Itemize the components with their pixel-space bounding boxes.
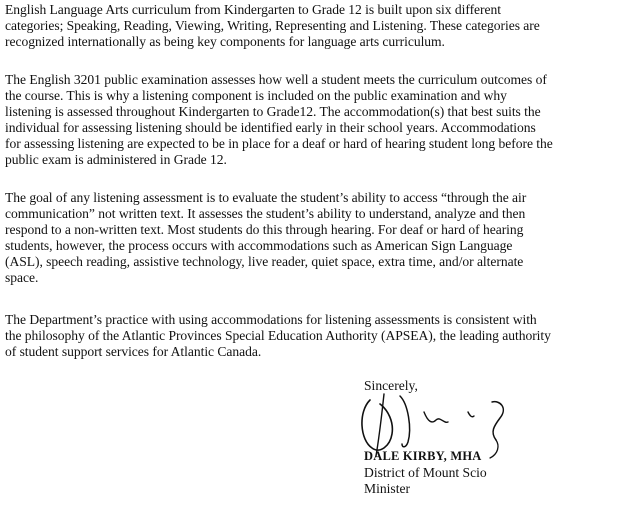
text-line: The Department’s practice with using accommodations for listening assessments is consistent with <box>5 312 537 327</box>
text-line: of student support services for Atlantic Canada. <box>5 344 262 359</box>
text-line: listening is assessed throughout Kindergarten to Grade12. The accommodation(s) that best suits the <box>5 104 541 119</box>
text-line: the philosophy of the Atlantic Provinces Special Education Authority (APSEA), the leading authority <box>5 328 551 343</box>
text-line: The goal of any listening assessment is to evaluate the student’s ability to access “through the air <box>5 190 527 205</box>
text-line: (ASL), speech reading, assistive technology, live reader, quiet space, extra time, and/or alternate <box>5 254 524 269</box>
text-line: communication” not written text. It assesses the student’s ability to understand, analyze and then <box>5 206 526 221</box>
text-line: English Language Arts curriculum from Kindergarten to Grade 12 is built upon six different <box>5 2 501 17</box>
text-line: categories; Speaking, Reading, Viewing, Writing, Representing and Listening. These categories are <box>5 18 540 33</box>
text-line: students, however, the process occurs with accommodations such as American Sign Language <box>5 238 513 253</box>
text-line: The English 3201 public examination assesses how well a student meets the curriculum outcomes of <box>5 72 547 87</box>
paragraph-curriculum <box>5 2 615 50</box>
closing-salutation: Sincerely, <box>364 378 418 393</box>
signature-block <box>364 448 487 498</box>
paragraph-department-practice <box>5 312 615 360</box>
text-line: individual for assessing listening should be identified early in their school years. Accommodations <box>5 120 536 135</box>
paragraph-examination <box>5 72 615 168</box>
text-line: respond to a non-written text. Most students do this through hearing. For deaf or hard of hearing <box>5 222 524 237</box>
text-line: the course. This is why a listening component is included on the public examination and why <box>5 88 507 103</box>
text-line: for assessing listening are expected to be in place for a deaf or hard of hearing student long before the <box>5 136 553 151</box>
text-line: public exam is administered in Grade 12. <box>5 152 227 167</box>
paragraph-listening-goal <box>5 190 615 286</box>
signer-title: Minister <box>364 481 411 496</box>
signer-district: District of Mount Scio <box>364 464 487 480</box>
text-line: recognized internationally as being key components for language arts curriculum. <box>5 34 445 49</box>
text-line: space. <box>5 270 39 285</box>
signer-name: DALE KIRBY, MHA <box>364 449 482 463</box>
